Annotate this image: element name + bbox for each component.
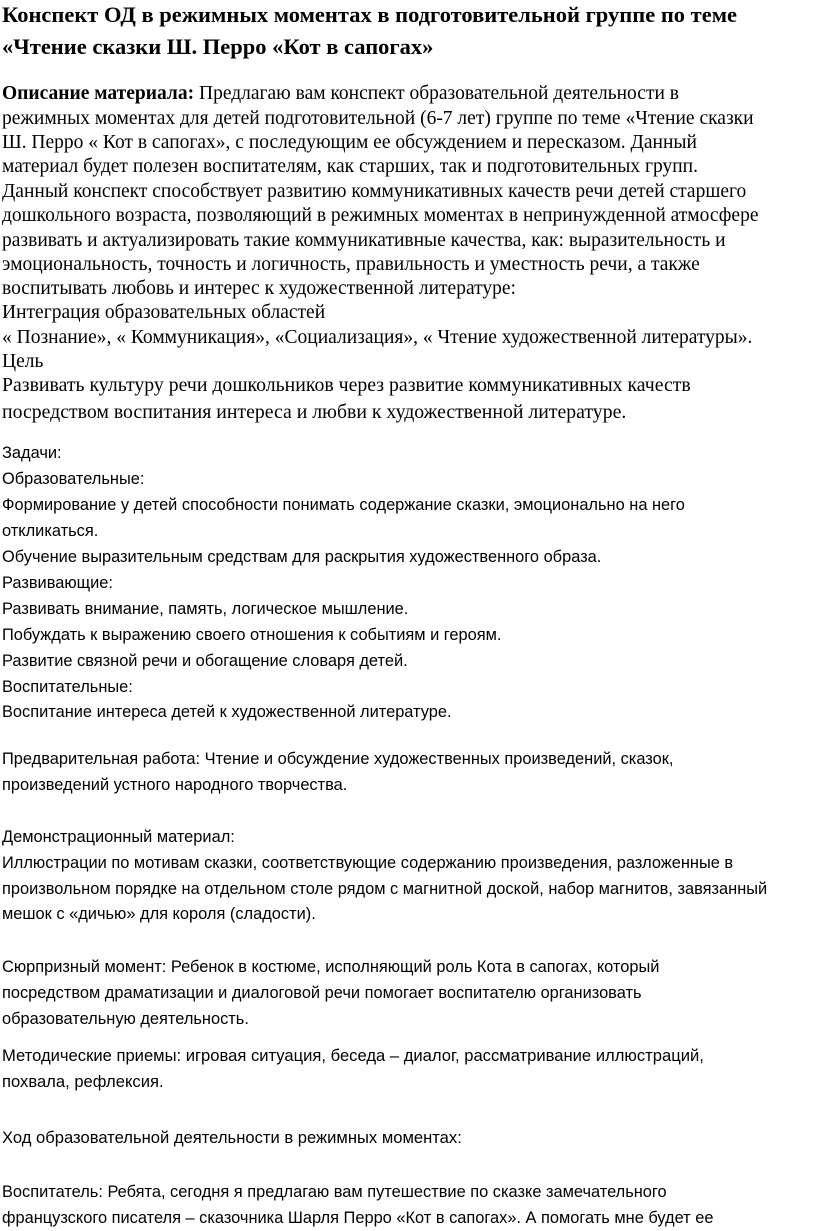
preliminary-work-line: произведений устного народного творчества. <box>2 776 348 794</box>
description-line: Ш. Перро « Кот в сапогах», с последующим ее обсуждением и пересказом. Данный <box>2 132 697 153</box>
upbringing-task: Воспитание интереса детей к художественной литературе. <box>2 703 452 721</box>
educational-heading: Образовательные: <box>2 470 145 488</box>
description-line: Данный конспект способствует развитию коммуникативных качеств речи детей старшего <box>2 181 747 202</box>
surprise-moment-line: Сюрпризный момент: Ребенок в костюме, исполняющий роль Кота в сапогах, который <box>2 958 660 976</box>
developing-task: Побуждать к выражению своего отношения к событиям и героям. <box>2 626 502 644</box>
description-label: Описание материала: <box>2 83 195 104</box>
course-heading: Ход образовательной деятельности в режимных моментах: <box>2 1128 462 1147</box>
description-line: материал будет полезен воспитателям, как старших, так и подготовительных групп. <box>2 156 698 177</box>
description-line: развивать и актуализировать такие коммуникативные качества, как: выразительность и <box>2 230 726 251</box>
description-line: режимных моментах для детей подготовительной (6-7 лет) группе по теме «Чтение сказки <box>2 108 754 129</box>
demo-material-heading: Демонстрационный материал: <box>2 828 235 846</box>
integration-areas: « Познание», « Коммуникация», «Социализация», « Чтение художественной литературы». <box>2 327 753 348</box>
goal-line: посредством воспитания интереса и любви к художественной литературе. <box>2 401 627 423</box>
developing-heading: Развивающие: <box>2 574 113 592</box>
surprise-moment-line: посредством драматизации и диалоговой речи помогает воспитателю организовать <box>2 984 642 1002</box>
goal-line: Развивать культуру речи дошкольников через развитие коммуникативных качеств <box>2 374 691 396</box>
tasks-heading: Задачи: <box>2 444 62 462</box>
description-line: дошкольного возраста, позволяющий в режимных моментах в непринужденной атмосфере <box>2 205 759 226</box>
demo-material-line: мешок с «дичью» для короля (сладости). <box>2 905 316 923</box>
integration-heading: Интеграция образовательных областей <box>2 302 326 323</box>
description-line: эмоциональность, точность и логичность, правильность и уместность речи, а также <box>2 254 700 275</box>
description-first-line-text: Предлагаю вам конспект образовательной деятельности в <box>194 83 679 104</box>
educational-task: Обучение выразительным средствам для раскрытия художественного образа. <box>2 548 602 566</box>
description-first-line <box>2 82 679 105</box>
educational-task: Формирование у детей способности понимать содержание сказки, эмоционально на него <box>2 496 685 514</box>
teacher-line: Воспитатель: Ребята, сегодня я предлагаю вам путешествие по сказке замечательного <box>2 1183 667 1201</box>
document-title-line-2: «Чтение сказки Ш. Перро «Кот в сапогах» <box>2 34 434 59</box>
methods-line: похвала, рефлексия. <box>2 1072 164 1091</box>
goal-heading: Цель <box>2 351 44 372</box>
preliminary-work-line: Предварительная работа: Чтение и обсуждение художественных произведений, сказок, <box>2 750 674 768</box>
description-line: воспитывать любовь и интерес к художественной литературе: <box>2 278 516 299</box>
developing-task: Развивать внимание, память, логическое мышление. <box>2 600 409 618</box>
demo-material-line: произвольном порядке на отдельном столе рядом с магнитной доской, набор магнитов, завязанный <box>2 880 768 898</box>
surprise-moment-line: образовательную деятельность. <box>2 1010 249 1028</box>
methods-line: Методические приемы: игровая ситуация, беседа – диалог, рассматривание иллюстраций, <box>2 1046 704 1065</box>
document-title-line-1: Конспект ОД в режимных моментах в подготовительной группе по теме <box>2 2 738 27</box>
upbringing-heading: Воспитательные: <box>2 678 133 696</box>
educational-task-continued: откликаться. <box>2 522 99 540</box>
demo-material-line: Иллюстрации по мотивам сказки, соответствующие содержанию произведения, разложенные в <box>2 854 734 872</box>
developing-task: Развитие связной речи и обогащение словаря детей. <box>2 652 408 670</box>
teacher-line: французского писателя – сказочника Шарля Перро «Кот в сапогах». А помогать мне будет ее <box>2 1209 714 1227</box>
